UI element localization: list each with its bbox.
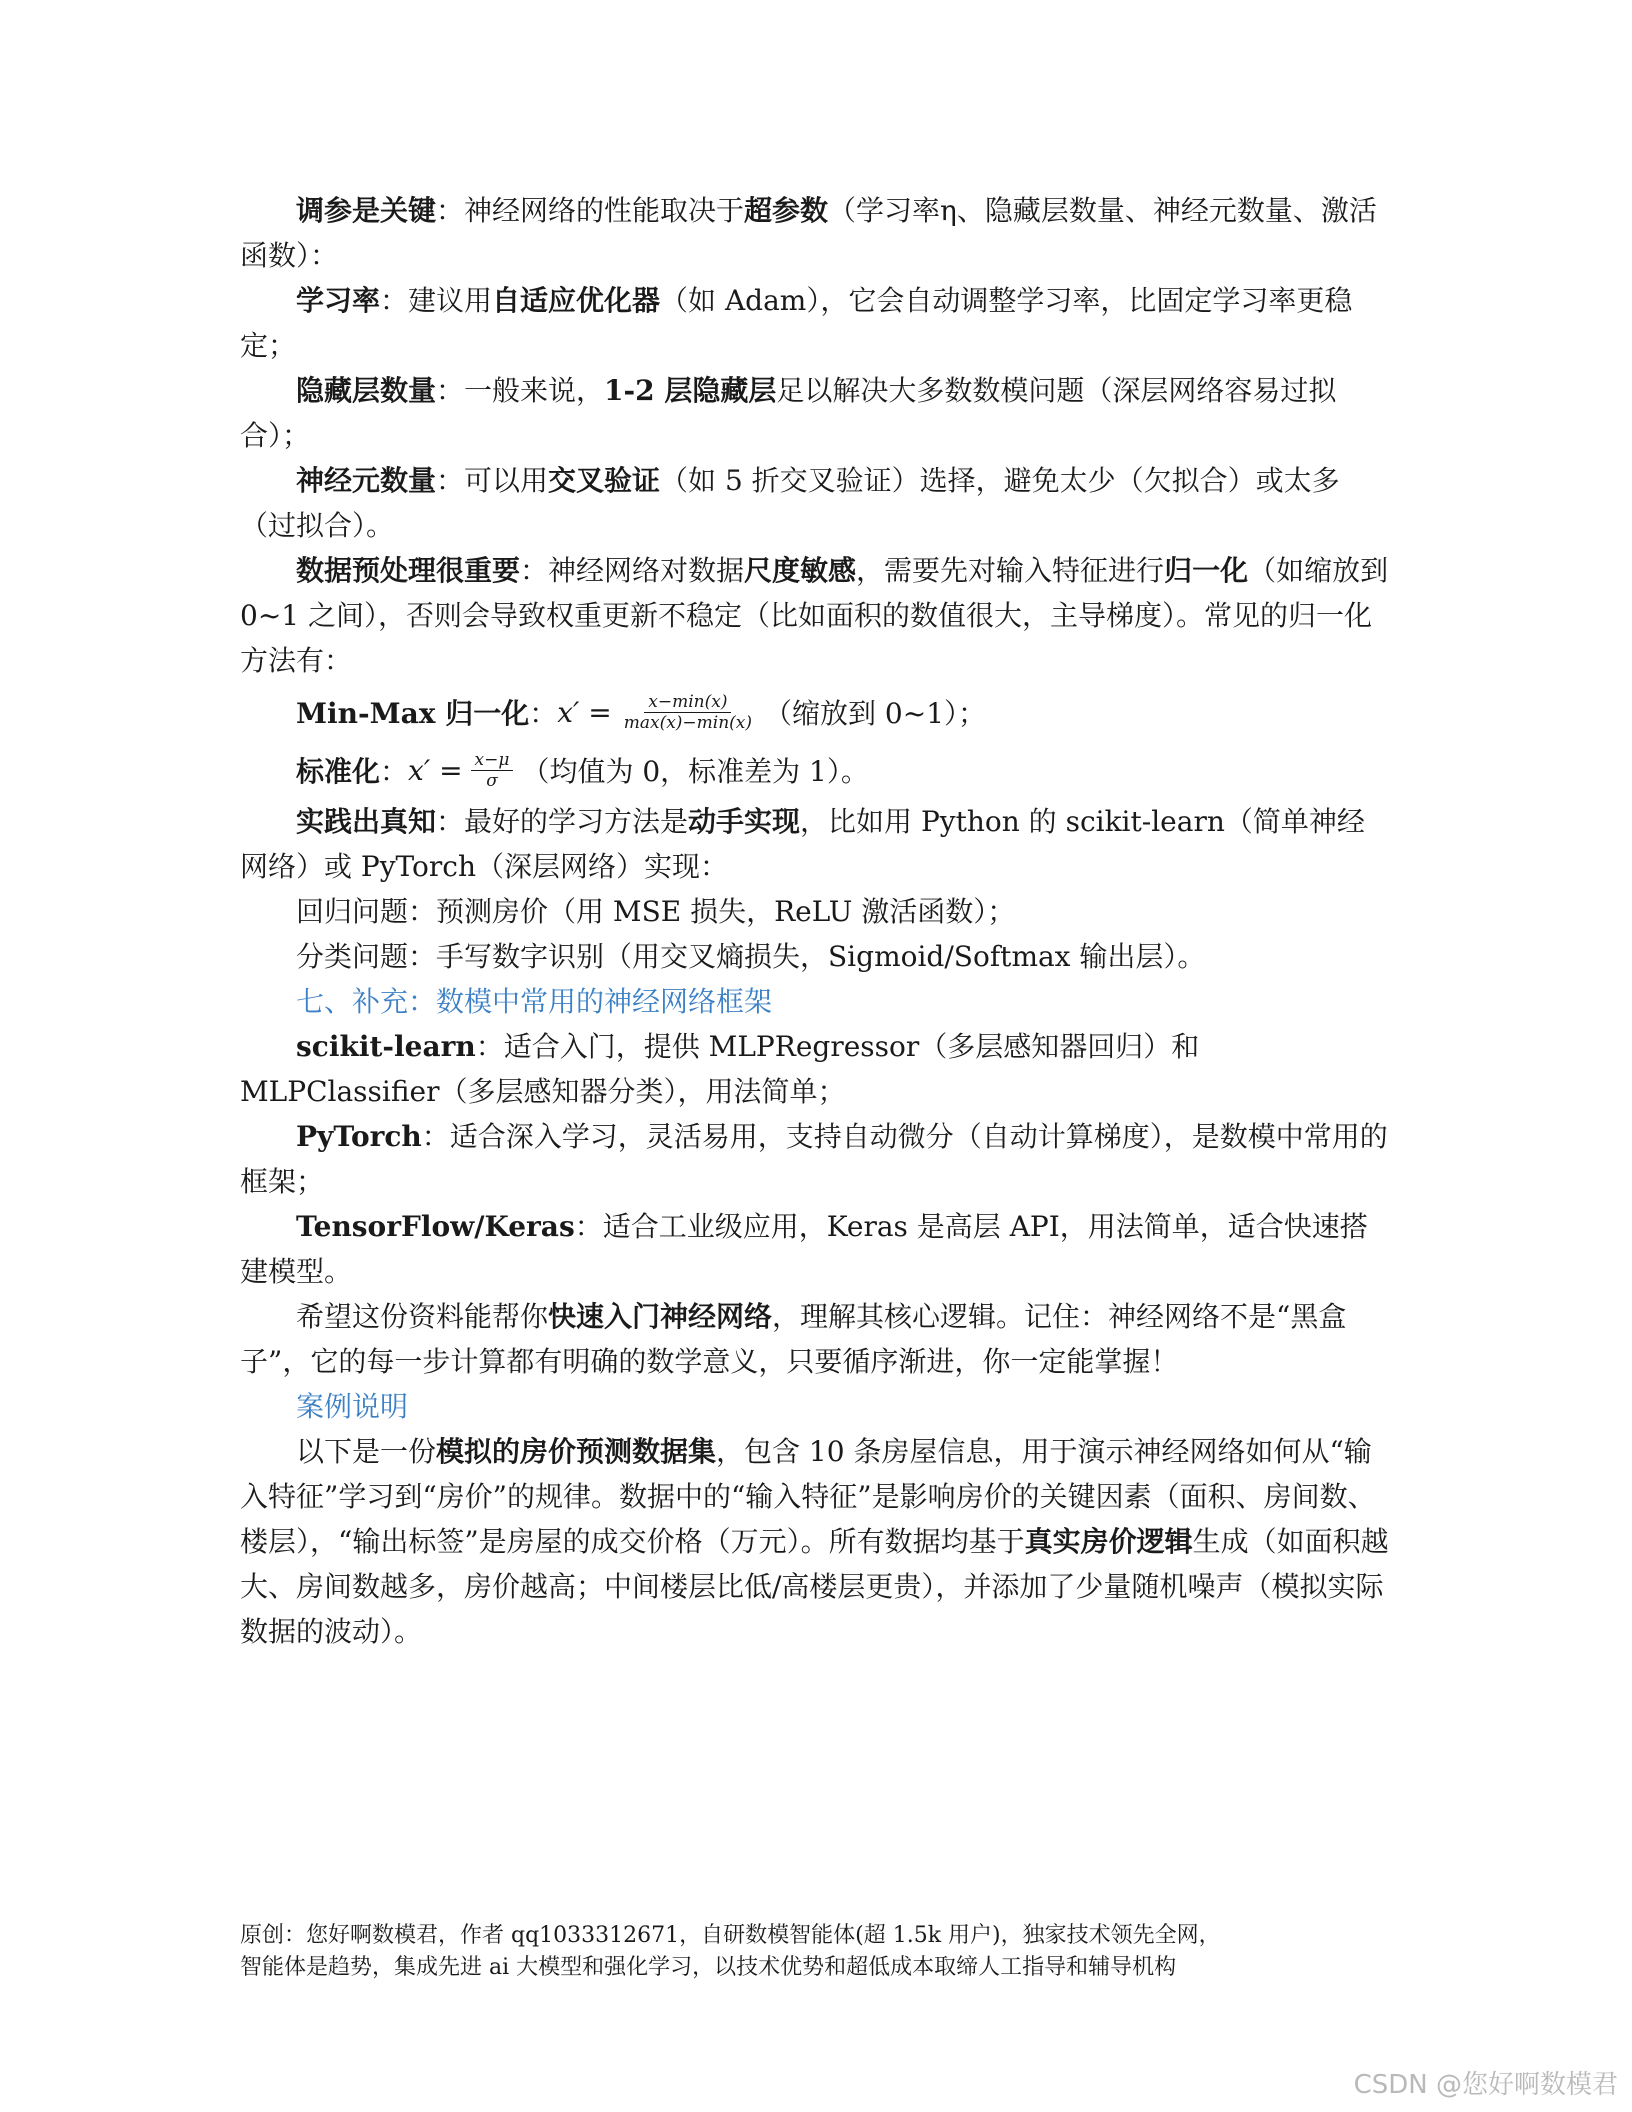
- paragraph-case: [240, 1429, 1390, 1654]
- preprocess-bold: 尺度敏感: [744, 554, 857, 587]
- minmax-lhs: x′ =: [557, 695, 612, 729]
- paragraph-preprocess: [240, 548, 1390, 683]
- sklearn-title: scikit-learn: [296, 1030, 476, 1063]
- minmax-note: （缩放到 0~1）；: [764, 697, 987, 730]
- watermark: CSDN @您好啊数模君: [1353, 2070, 1618, 2100]
- preprocess-text: ：神经网络对数据: [520, 554, 745, 587]
- paragraph-pytorch: [240, 1114, 1390, 1204]
- standard-fraction: [471, 750, 514, 791]
- standard-numerator: x−μ: [471, 750, 514, 771]
- hidden-bold: 1-2 层隐藏层: [604, 374, 777, 407]
- lr-text: ：建议用: [380, 284, 493, 317]
- practice-title: 实践出真知: [296, 805, 437, 838]
- tuning-bold: 超参数: [744, 194, 829, 227]
- preprocess-title: 数据预处理很重要: [296, 554, 521, 587]
- preprocess-text-3: （如缩放到 0~1 之间），否则会导致权重更新不稳定（比如面积的数值很大，主导梯度）。常见的归一化方法有：: [240, 554, 1389, 677]
- tuning-title: 调参是关键: [296, 194, 437, 227]
- lr-bold: 自适应优化器: [492, 284, 661, 317]
- preprocess-text-2: ，需要先对输入特征进行: [856, 554, 1165, 587]
- standard-label: 标准化: [296, 755, 381, 788]
- case-text-3: 生成（如面积越大、房间数越多，房价越高；中间楼层比低/高楼层更贵），并添加了少量随机噪声（模拟实际数据的波动）。: [240, 1525, 1389, 1648]
- paragraph-neurons: [240, 458, 1390, 548]
- section-heading-frameworks: 七、补充：数模中常用的神经网络框架: [296, 985, 773, 1018]
- practice-text: ：最好的学习方法是: [436, 805, 689, 838]
- case-bold: 模拟的房价预测数据集: [436, 1435, 717, 1468]
- lr-text-2: （如 Adam），它会自动调整学习率，比固定学习率更稳定；: [240, 284, 1353, 362]
- hope-text-2: ，理解其核心逻辑。记住：神经网络不是“黑盒子”，它的每一步计算都有明确的数学意义，只要循序渐进，你一定能掌握！: [240, 1300, 1347, 1378]
- standard-lhs: x′ =: [408, 753, 463, 787]
- neurons-bold: 交叉验证: [548, 464, 661, 497]
- minmax-formula: [240, 683, 1390, 741]
- standardization-formula: [240, 741, 1390, 799]
- neurons-title: 神经元数量: [296, 464, 437, 497]
- paragraph-tuning: [240, 188, 1390, 278]
- paragraph-practice: [240, 799, 1390, 889]
- tensorflow-text: ：适合工业级应用，Keras 是高层 API，用法简单，适合快速搭建模型。: [240, 1210, 1368, 1288]
- paragraph-learning-rate: [240, 278, 1390, 368]
- standard-denominator: σ: [486, 770, 498, 791]
- minmax-colon: ：: [529, 697, 558, 730]
- sklearn-text: ：适合入门，提供 MLPRegressor（多层感知器回归）和 MLPClassifier（多层感知器分类），用法简单；: [240, 1030, 1200, 1108]
- paragraph-tensorflow: [240, 1204, 1390, 1294]
- pytorch-text: ：适合深入学习，灵活易用，支持自动微分（自动计算梯度），是数模中常用的框架；: [240, 1120, 1388, 1198]
- paragraph-hope: [240, 1294, 1390, 1384]
- hope-bold: 快速入门神经网络: [548, 1300, 773, 1333]
- document-body: [240, 188, 1390, 1654]
- hope-text: 希望这份资料能帮你: [296, 1300, 549, 1333]
- preprocess-bold-2: 归一化: [1164, 554, 1249, 587]
- footer-line-1: 原创：您好啊数模君，作者 qq1033312671，自研数模智能体(超 1.5k 用户)，独家技术领先全网，: [240, 1923, 1221, 1948]
- standard-note: （均值为 0，标准差为 1）。: [521, 755, 869, 788]
- footer-line-2: 智能体是趋势，集成先进 ai 大模型和强化学习，以技术优势和超低成本取缔人工指导和辅导机构: [240, 1955, 1177, 1980]
- paragraph-sklearn: [240, 1024, 1390, 1114]
- hidden-title: 隐藏层数量: [296, 374, 437, 407]
- case-text: 以下是一份: [296, 1435, 437, 1468]
- paragraph-hidden-layers: [240, 368, 1390, 458]
- practice-text-2: ，比如用 Python 的 scikit-learn（简单神经网络）或 PyTorch（深层网络）实现：: [240, 805, 1365, 883]
- minmax-label: Min-Max 归一化: [296, 697, 530, 730]
- tuning-text-2: （学习率η、隐藏层数量、神经元数量、激活函数）：: [240, 194, 1377, 272]
- pytorch-title: PyTorch: [296, 1120, 422, 1153]
- lr-title: 学习率: [296, 284, 381, 317]
- case-bold-2: 真实房价逻辑: [1024, 1525, 1193, 1558]
- section-heading-case: 案例说明: [296, 1390, 409, 1423]
- hidden-text-2: 足以解决大多数数模问题（深层网络容易过拟合）；: [240, 374, 1337, 452]
- minmax-denominator: max(x)−min(x): [623, 712, 753, 733]
- paragraph-regression: 回归问题：预测房价（用 MSE 损失，ReLU 激活函数）；: [296, 895, 1016, 928]
- neurons-text-2: （如 5 折交叉验证）选择，避免太少（欠拟合）或太多（过拟合）。: [240, 464, 1340, 542]
- standard-colon: ：: [380, 755, 409, 788]
- tuning-text: ：神经网络的性能取决于: [436, 194, 745, 227]
- minmax-fraction: [620, 692, 756, 733]
- page-footer: [240, 1920, 1221, 1984]
- tensorflow-title: TensorFlow/Keras: [296, 1210, 575, 1243]
- neurons-text: ：可以用: [436, 464, 549, 497]
- minmax-numerator: x−min(x): [644, 692, 731, 713]
- case-text-2: ，包含 10 条房屋信息，用于演示神经网络如何从“输入特征”学习到“房价”的规律。数据中的“输入特征”是影响房价的关键因素（面积、房间数、楼层），“输出标签”是房屋的成交价格（万元）。所有数据均基于: [240, 1435, 1376, 1558]
- paragraph-classification: 分类问题：手写数字识别（用交叉熵损失，Sigmoid/Softmax 输出层）。: [296, 940, 1206, 973]
- practice-bold: 动手实现: [688, 805, 801, 838]
- hidden-text: ：一般来说，: [436, 374, 605, 407]
